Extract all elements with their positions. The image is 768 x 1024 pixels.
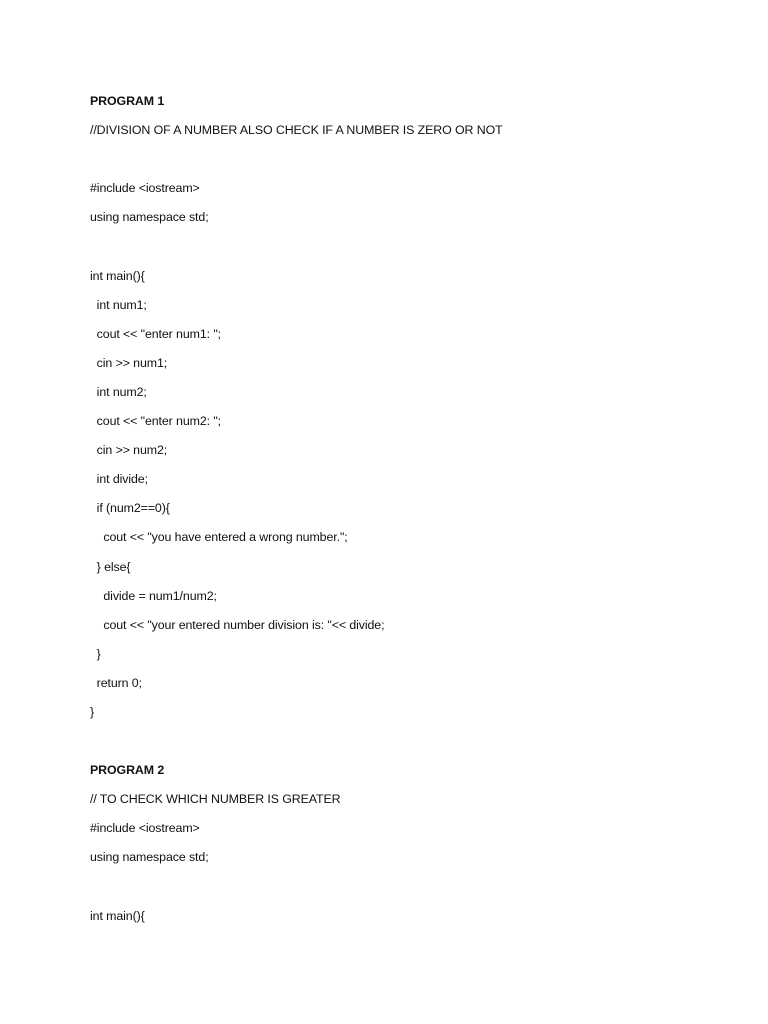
text-line: cin >> num1; [90, 355, 168, 370]
program-listing [90, 93, 730, 937]
text-line: } [90, 704, 95, 719]
text-line [90, 879, 730, 908]
text-line: divide = num1/num2; [90, 588, 217, 603]
text-line: //DIVISION OF A NUMBER ALSO CHECK IF A NUMBER IS ZERO OR NOT [90, 123, 503, 138]
text-line [90, 238, 730, 267]
text-line: #include <iostream> [90, 181, 200, 196]
text-line [90, 733, 730, 762]
text-line: cout << "you have entered a wrong number."; [90, 530, 348, 545]
text-line: } else{ [90, 559, 131, 574]
text-line: if (num2==0){ [90, 501, 170, 516]
text-line: return 0; [90, 675, 142, 690]
text-line: using namespace std; [90, 210, 209, 225]
text-line: int num1; [90, 297, 147, 312]
program-heading: PROGRAM 1 [90, 94, 165, 108]
text-line: int num2; [90, 384, 147, 399]
text-line: int main(){ [90, 268, 145, 283]
text-line: int divide; [90, 472, 148, 487]
text-line: using namespace std; [90, 850, 209, 865]
text-line: // TO CHECK WHICH NUMBER IS GREATER [90, 792, 341, 807]
text-line: cout << "enter num2: "; [90, 414, 221, 429]
text-line: int main(){ [90, 908, 145, 923]
text-line: cin >> num2; [90, 443, 168, 458]
text-line: #include <iostream> [90, 821, 200, 836]
text-line [90, 151, 730, 180]
program-heading: PROGRAM 2 [90, 763, 165, 778]
text-line: cout << "enter num1: "; [90, 326, 221, 341]
text-line: } [90, 646, 101, 661]
text-line: cout << "your entered number division is: "<< divide; [90, 617, 385, 632]
